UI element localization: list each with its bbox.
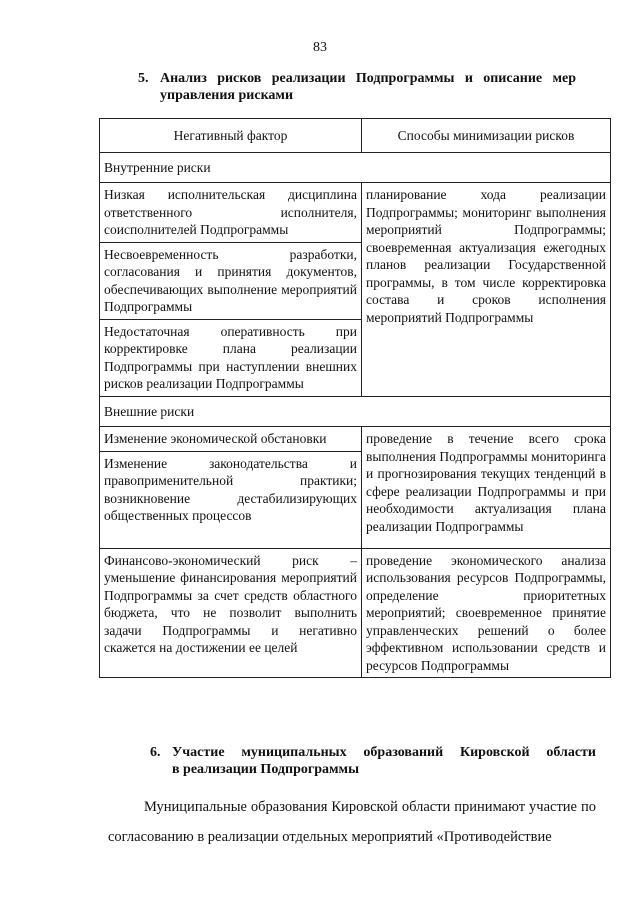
external-factor-2: Изменение законодательства и правоприменительной практики; возникновение дестабилизирующих общественных процессов xyxy=(100,451,362,548)
table-row xyxy=(100,427,611,452)
internal-factor-1: Низкая исполнительская дисциплина ответственного исполнителя, соисполнителей Подпрограммы xyxy=(100,183,362,243)
section-6-title-line1: 6. Участие муниципальных образований Кировской области xyxy=(150,745,596,760)
section-5-title-line1: 5. Анализ рисков реализации Подпрограммы и описание мер xyxy=(138,71,576,86)
external-factor-1: Изменение экономической обстановки xyxy=(100,427,362,452)
section-5-number: 5. xyxy=(138,71,149,86)
external-methods-b: проведение экономического анализа использования ресурсов Подпрограммы, определение приоритетных мероприятий; своевременное принятие управленческих решений о более эффективном использовании средств и ресурсов Подпрограммы xyxy=(362,548,611,678)
section-6-title-line2: в реализации Подпрограммы xyxy=(172,762,359,777)
group-row-external xyxy=(100,396,611,427)
internal-methods: планирование хода реализации Подпрограммы; мониторинг выполнения мероприятий Подпрограммы; своевременная актуализация ежегодных планов реализации Государственной программы, в том числе корректировка состава и сроков исполнения мероприятий Подпрограммы xyxy=(362,183,611,397)
external-risks-label: Внешние риски xyxy=(100,396,611,427)
internal-risks-label: Внутренние риски xyxy=(100,152,611,183)
external-factor-3: Финансово-экономический риск – уменьшение финансирования мероприятий Подпрограммы за счет средств областного бюджета, что не позволит выполнить задачи Подпрограммы и негативно скажется на достижении ее целей xyxy=(100,548,362,678)
header-negative-factor: Негативный фактор xyxy=(100,119,362,153)
section-6-heading xyxy=(150,744,596,778)
section-5-title-line2: управления рисками xyxy=(160,88,294,103)
external-methods-a: проведение в течение всего срока выполнения Подпрограммы мониторинга и прогнозирования текущих тенденций в сфере реализации Подпрограммы и при необходимости актуализация плана реализации Подпрограммы xyxy=(362,427,611,549)
risk-table xyxy=(99,118,611,678)
section-6-number: 6. xyxy=(150,745,161,760)
internal-factor-2: Несвоевременность разработки, согласования и принятия документов, обеспечивающих выполнение мероприятий Подпрограммы xyxy=(100,242,362,319)
page-number: 83 xyxy=(313,40,327,55)
body-paragraph: Муниципальные образования Кировской области принимают участие по согласованию в реализации отдельных мероприятий «Противодействие xyxy=(108,799,596,845)
section-5-heading xyxy=(138,70,576,104)
table-header-row xyxy=(100,119,611,153)
group-row-internal xyxy=(100,152,611,183)
internal-factor-3: Недостаточная оперативность при корректировке плана реализации Подпрограммы при наступлении внешних рисков реализации Подпрограммы xyxy=(100,319,362,396)
table-row xyxy=(100,183,611,243)
table-row xyxy=(100,548,611,678)
header-minimization-methods: Способы минимизации рисков xyxy=(362,119,611,153)
